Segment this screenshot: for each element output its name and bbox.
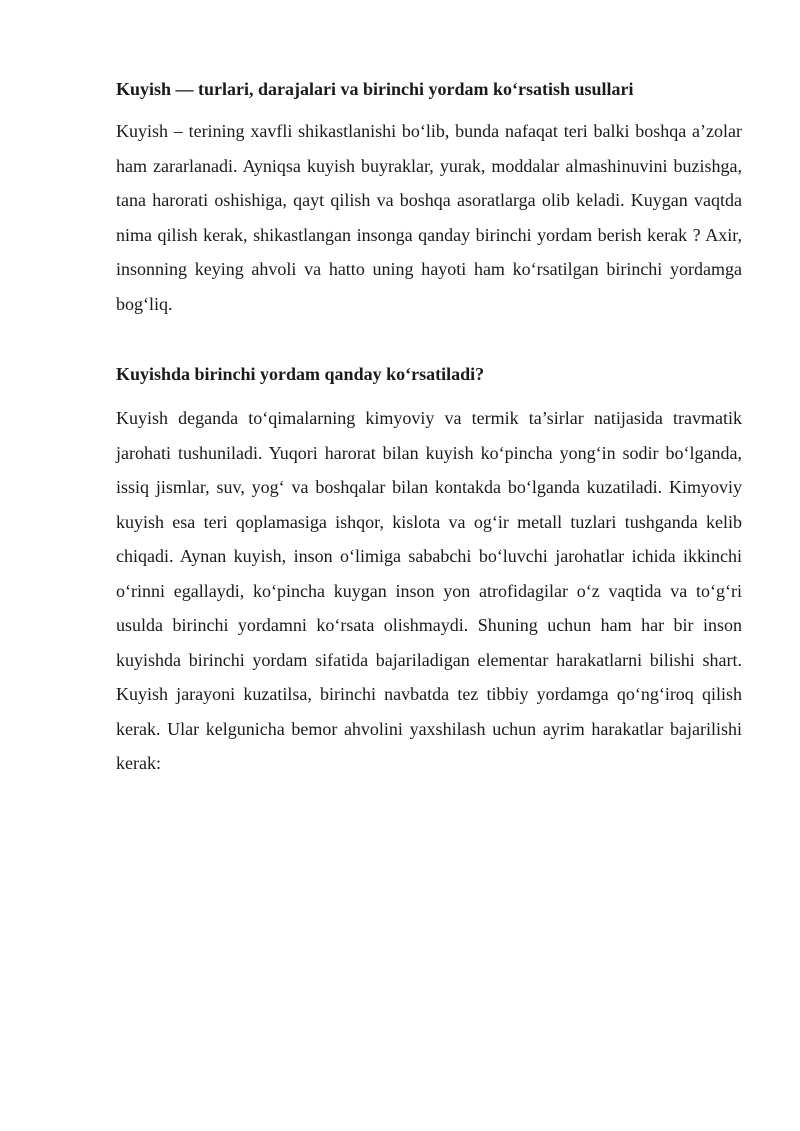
- intro-paragraph: Kuyish – terining xavfli shikastlanishi bo‘lib, bunda nafaqat teri balki boshqa a’zolar ham zararlanadi. Ayniqsa kuyish buyraklar, yurak, moddalar almashinuvini buzishga, tana harorati oshishiga, qayt qilish va boshqa asoratlarga olib keladi. Kuygan vaqtda nima qilish kerak, shikastlangan insonga qanday birinchi yordam berish kerak ? Axir, insonning keying ahvoli va hatto uning hayoti ham ko‘rsatilgan birinchi yordamga bog‘liq.: [116, 121, 742, 314]
- document-title: Kuyish — turlari, darajalari va birinchi yordam ko‘rsatish usullari: [116, 79, 634, 99]
- section-paragraph: Kuyish deganda to‘qimalarning kimyoviy va termik ta’sirlar natijasida travmatik jarohati tushuniladi. Yuqori harorat bilan kuyish ko‘pincha yong‘in sodir bo‘lganda, issiq jismlar, suv, yog‘ va boshqalar bilan kontakda bo‘lganda kuzatiladi. Kimyoviy kuyish esa teri qoplamasiga ishqor, kislota va og‘ir metall tuzlari tushganda kelib chiqadi. Aynan kuyish, inson o‘limiga sababchi bo‘luvchi jarohatlar ichida ikkinchi o‘rinni egallaydi, ko‘pincha kuygan inson yon atrofidagilar o‘z vaqtida va to‘g‘ri usulda birinchi yordamni ko‘rsata olishmaydi. Shuning uchun ham har bir inson kuyishda birinchi yordam sifatida bajariladigan elementar harakatlarni bilishi shart. Kuyish jarayoni kuzatilsa, birinchi navbatda tez tibbiy yordamga qo‘ng‘iroq qilish kerak. Ular kelgunicha bemor ahvolini yaxshilash uchun ayrim harakatlar bajarilishi kerak:: [116, 408, 742, 773]
- section-heading: Kuyishda birinchi yordam qanday ko‘rsatiladi?: [116, 364, 485, 384]
- document-page: [116, 72, 742, 781]
